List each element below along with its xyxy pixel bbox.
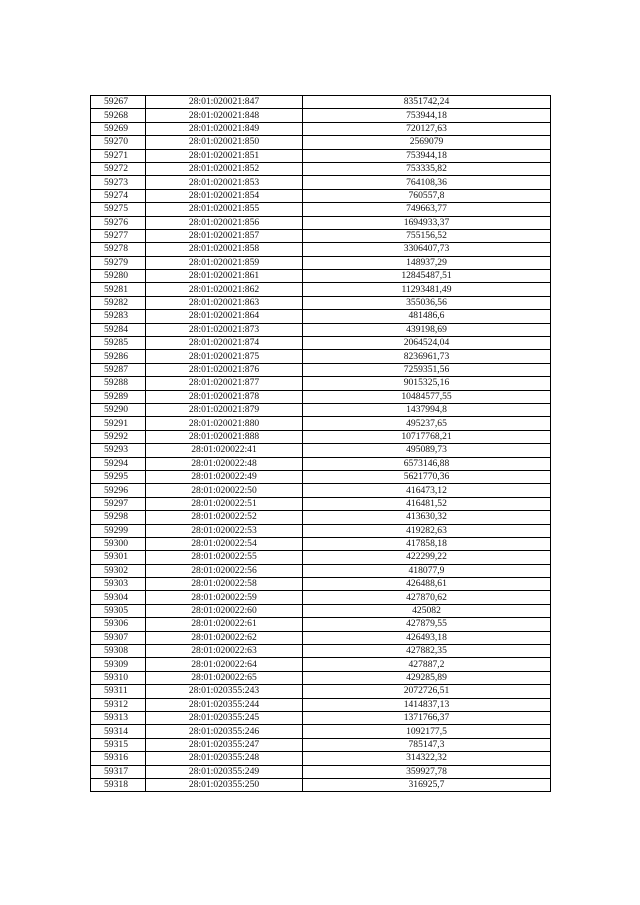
cadastral-number-cell: 28:01:020021:853 xyxy=(146,176,303,189)
table-row xyxy=(91,711,551,724)
cadastral-number-cell: 28:01:020021:856 xyxy=(146,216,303,229)
cadastral-number-cell: 28:01:020021:888 xyxy=(146,430,303,443)
cadastral-number-cell: 28:01:020021:847 xyxy=(146,96,303,109)
row-number-cell: 59304 xyxy=(91,591,146,604)
cadastral-value-cell: 12845487,51 xyxy=(303,270,551,283)
cadastral-value-cell: 11293481,49 xyxy=(303,283,551,296)
cadastral-value-cell: 2072726,51 xyxy=(303,685,551,698)
row-number-cell: 59288 xyxy=(91,377,146,390)
table-row xyxy=(91,511,551,524)
cadastral-value-cell: 764108,36 xyxy=(303,176,551,189)
row-number-cell: 59299 xyxy=(91,524,146,537)
table-row xyxy=(91,457,551,470)
cadastral-value-cell: 1694933,37 xyxy=(303,216,551,229)
table-row xyxy=(91,270,551,283)
cadastral-number-cell: 28:01:020021:855 xyxy=(146,203,303,216)
cadastral-number-cell: 28:01:020022:60 xyxy=(146,604,303,617)
table-row xyxy=(91,444,551,457)
table-row xyxy=(91,337,551,350)
row-number-cell: 59307 xyxy=(91,631,146,644)
row-number-cell: 59269 xyxy=(91,122,146,135)
cadastral-number-cell: 28:01:020021:858 xyxy=(146,243,303,256)
cadastral-value-table xyxy=(90,95,551,792)
cadastral-value-cell: 359927,78 xyxy=(303,765,551,778)
table-row xyxy=(91,149,551,162)
cadastral-value-cell: 1414837,13 xyxy=(303,698,551,711)
row-number-cell: 59302 xyxy=(91,564,146,577)
table-body xyxy=(91,96,551,792)
table-row xyxy=(91,350,551,363)
table-row xyxy=(91,578,551,591)
cadastral-number-cell: 28:01:020021:864 xyxy=(146,310,303,323)
row-number-cell: 59268 xyxy=(91,109,146,122)
table-row xyxy=(91,631,551,644)
table-row xyxy=(91,296,551,309)
cadastral-value-cell: 316925,7 xyxy=(303,778,551,791)
cadastral-number-cell: 28:01:020021:851 xyxy=(146,149,303,162)
cadastral-number-cell: 28:01:020021:876 xyxy=(146,363,303,376)
cadastral-number-cell: 28:01:020021:857 xyxy=(146,229,303,242)
table-row xyxy=(91,109,551,122)
table-row xyxy=(91,658,551,671)
cadastral-value-cell: 753335,82 xyxy=(303,162,551,175)
cadastral-value-cell: 355036,56 xyxy=(303,296,551,309)
cadastral-number-cell: 28:01:020355:243 xyxy=(146,685,303,698)
row-number-cell: 59285 xyxy=(91,337,146,350)
cadastral-number-cell: 28:01:020355:248 xyxy=(146,752,303,765)
cadastral-number-cell: 28:01:020022:41 xyxy=(146,444,303,457)
cadastral-number-cell: 28:01:020022:54 xyxy=(146,537,303,550)
row-number-cell: 59289 xyxy=(91,390,146,403)
row-number-cell: 59292 xyxy=(91,430,146,443)
row-number-cell: 59282 xyxy=(91,296,146,309)
cadastral-number-cell: 28:01:020021:873 xyxy=(146,323,303,336)
cadastral-number-cell: 28:01:020022:63 xyxy=(146,645,303,658)
cadastral-value-cell: 1092177,5 xyxy=(303,725,551,738)
table-row xyxy=(91,256,551,269)
cadastral-value-cell: 427879,55 xyxy=(303,618,551,631)
cadastral-number-cell: 28:01:020022:59 xyxy=(146,591,303,604)
cadastral-number-cell: 28:01:020022:53 xyxy=(146,524,303,537)
cadastral-number-cell: 28:01:020355:250 xyxy=(146,778,303,791)
table-row xyxy=(91,497,551,510)
table-row xyxy=(91,470,551,483)
row-number-cell: 59306 xyxy=(91,618,146,631)
row-number-cell: 59281 xyxy=(91,283,146,296)
cadastral-value-cell: 753944,18 xyxy=(303,149,551,162)
cadastral-value-cell: 439198,69 xyxy=(303,323,551,336)
row-number-cell: 59313 xyxy=(91,711,146,724)
cadastral-number-cell: 28:01:020355:247 xyxy=(146,738,303,751)
table-row xyxy=(91,551,551,564)
table-row xyxy=(91,363,551,376)
table-row xyxy=(91,136,551,149)
cadastral-value-cell: 417858,18 xyxy=(303,537,551,550)
cadastral-number-cell: 28:01:020021:875 xyxy=(146,350,303,363)
cadastral-number-cell: 28:01:020355:244 xyxy=(146,698,303,711)
row-number-cell: 59271 xyxy=(91,149,146,162)
cadastral-number-cell: 28:01:020022:48 xyxy=(146,457,303,470)
cadastral-number-cell: 28:01:020021:852 xyxy=(146,162,303,175)
cadastral-number-cell: 28:01:020021:862 xyxy=(146,283,303,296)
cadastral-number-cell: 28:01:020021:854 xyxy=(146,189,303,202)
table-row xyxy=(91,283,551,296)
table-row xyxy=(91,698,551,711)
cadastral-value-cell: 148937,29 xyxy=(303,256,551,269)
row-number-cell: 59293 xyxy=(91,444,146,457)
cadastral-value-cell: 416473,12 xyxy=(303,484,551,497)
cadastral-number-cell: 28:01:020022:58 xyxy=(146,578,303,591)
cadastral-number-cell: 28:01:020022:64 xyxy=(146,658,303,671)
cadastral-value-cell: 416481,52 xyxy=(303,497,551,510)
cadastral-value-cell: 427882,35 xyxy=(303,645,551,658)
table-row xyxy=(91,377,551,390)
row-number-cell: 59294 xyxy=(91,457,146,470)
table-row xyxy=(91,484,551,497)
cadastral-value-cell: 422299,22 xyxy=(303,551,551,564)
table-row xyxy=(91,216,551,229)
cadastral-value-cell: 755156,52 xyxy=(303,229,551,242)
table-row xyxy=(91,604,551,617)
row-number-cell: 59280 xyxy=(91,270,146,283)
row-number-cell: 59283 xyxy=(91,310,146,323)
row-number-cell: 59300 xyxy=(91,537,146,550)
cadastral-value-cell: 418077,9 xyxy=(303,564,551,577)
table-row xyxy=(91,537,551,550)
table-row xyxy=(91,122,551,135)
row-number-cell: 59273 xyxy=(91,176,146,189)
cadastral-value-cell: 1437994,8 xyxy=(303,403,551,416)
cadastral-number-cell: 28:01:020021:877 xyxy=(146,377,303,390)
cadastral-number-cell: 28:01:020021:874 xyxy=(146,337,303,350)
cadastral-value-cell: 427887,2 xyxy=(303,658,551,671)
row-number-cell: 59296 xyxy=(91,484,146,497)
row-number-cell: 59316 xyxy=(91,752,146,765)
cadastral-number-cell: 28:01:020022:65 xyxy=(146,671,303,684)
cadastral-number-cell: 28:01:020021:878 xyxy=(146,390,303,403)
row-number-cell: 59284 xyxy=(91,323,146,336)
cadastral-number-cell: 28:01:020022:51 xyxy=(146,497,303,510)
row-number-cell: 59286 xyxy=(91,350,146,363)
row-number-cell: 59267 xyxy=(91,96,146,109)
row-number-cell: 59274 xyxy=(91,189,146,202)
cadastral-number-cell: 28:01:020022:61 xyxy=(146,618,303,631)
cadastral-value-cell: 785147,3 xyxy=(303,738,551,751)
row-number-cell: 59314 xyxy=(91,725,146,738)
table-row xyxy=(91,618,551,631)
table-row xyxy=(91,176,551,189)
row-number-cell: 59301 xyxy=(91,551,146,564)
row-number-cell: 59305 xyxy=(91,604,146,617)
cadastral-value-cell: 8236961,73 xyxy=(303,350,551,363)
row-number-cell: 59287 xyxy=(91,363,146,376)
cadastral-value-cell: 6573146,88 xyxy=(303,457,551,470)
table-row xyxy=(91,323,551,336)
row-number-cell: 59279 xyxy=(91,256,146,269)
cadastral-number-cell: 28:01:020022:55 xyxy=(146,551,303,564)
row-number-cell: 59291 xyxy=(91,417,146,430)
cadastral-number-cell: 28:01:020021:848 xyxy=(146,109,303,122)
table-row xyxy=(91,671,551,684)
row-number-cell: 59311 xyxy=(91,685,146,698)
cadastral-value-cell: 419282,63 xyxy=(303,524,551,537)
table-row xyxy=(91,591,551,604)
row-number-cell: 59298 xyxy=(91,511,146,524)
cadastral-value-cell: 749663,77 xyxy=(303,203,551,216)
table-row xyxy=(91,403,551,416)
cadastral-value-cell: 8351742,24 xyxy=(303,96,551,109)
table-row xyxy=(91,243,551,256)
cadastral-value-cell: 760557,8 xyxy=(303,189,551,202)
cadastral-number-cell: 28:01:020021:849 xyxy=(146,122,303,135)
cadastral-value-cell: 2569079 xyxy=(303,136,551,149)
cadastral-value-cell: 7259351,56 xyxy=(303,363,551,376)
row-number-cell: 59312 xyxy=(91,698,146,711)
cadastral-value-cell: 753944,18 xyxy=(303,109,551,122)
table-row xyxy=(91,685,551,698)
table-row xyxy=(91,645,551,658)
cadastral-number-cell: 28:01:020021:879 xyxy=(146,403,303,416)
cadastral-number-cell: 28:01:020022:50 xyxy=(146,484,303,497)
table-row xyxy=(91,765,551,778)
cadastral-value-cell: 10717768,21 xyxy=(303,430,551,443)
table-row xyxy=(91,738,551,751)
cadastral-number-cell: 28:01:020022:52 xyxy=(146,511,303,524)
table-row xyxy=(91,229,551,242)
cadastral-value-cell: 429285,89 xyxy=(303,671,551,684)
cadastral-value-cell: 495089,73 xyxy=(303,444,551,457)
row-number-cell: 59275 xyxy=(91,203,146,216)
row-number-cell: 59317 xyxy=(91,765,146,778)
table-row xyxy=(91,564,551,577)
row-number-cell: 59276 xyxy=(91,216,146,229)
table-row xyxy=(91,203,551,216)
cadastral-number-cell: 28:01:020022:56 xyxy=(146,564,303,577)
cadastral-value-cell: 425082 xyxy=(303,604,551,617)
table-row xyxy=(91,310,551,323)
cadastral-value-cell: 495237,65 xyxy=(303,417,551,430)
cadastral-value-cell: 426493,18 xyxy=(303,631,551,644)
cadastral-value-cell: 9015325,16 xyxy=(303,377,551,390)
table-row xyxy=(91,524,551,537)
row-number-cell: 59308 xyxy=(91,645,146,658)
cadastral-number-cell: 28:01:020355:249 xyxy=(146,765,303,778)
cadastral-value-cell: 481486,6 xyxy=(303,310,551,323)
cadastral-number-cell: 28:01:020355:246 xyxy=(146,725,303,738)
row-number-cell: 59309 xyxy=(91,658,146,671)
row-number-cell: 59277 xyxy=(91,229,146,242)
table-row xyxy=(91,430,551,443)
cadastral-value-cell: 427870,62 xyxy=(303,591,551,604)
row-number-cell: 59272 xyxy=(91,162,146,175)
cadastral-value-cell: 3306407,73 xyxy=(303,243,551,256)
cadastral-number-cell: 28:01:020021:863 xyxy=(146,296,303,309)
table-row xyxy=(91,162,551,175)
cadastral-value-cell: 314322,32 xyxy=(303,752,551,765)
row-number-cell: 59315 xyxy=(91,738,146,751)
row-number-cell: 59310 xyxy=(91,671,146,684)
row-number-cell: 59303 xyxy=(91,578,146,591)
table-row xyxy=(91,189,551,202)
row-number-cell: 59295 xyxy=(91,470,146,483)
cadastral-number-cell: 28:01:020021:850 xyxy=(146,136,303,149)
row-number-cell: 59318 xyxy=(91,778,146,791)
table-row xyxy=(91,96,551,109)
cadastral-number-cell: 28:01:020021:861 xyxy=(146,270,303,283)
cadastral-value-cell: 5621770,36 xyxy=(303,470,551,483)
row-number-cell: 59270 xyxy=(91,136,146,149)
cadastral-value-cell: 10484577,55 xyxy=(303,390,551,403)
table-row xyxy=(91,417,551,430)
cadastral-value-cell: 1371766,37 xyxy=(303,711,551,724)
cadastral-value-cell: 426488,61 xyxy=(303,578,551,591)
cadastral-number-cell: 28:01:020021:880 xyxy=(146,417,303,430)
table-row xyxy=(91,390,551,403)
table-row xyxy=(91,725,551,738)
row-number-cell: 59290 xyxy=(91,403,146,416)
cadastral-number-cell: 28:01:020021:859 xyxy=(146,256,303,269)
table-row xyxy=(91,778,551,791)
cadastral-value-cell: 2064524,04 xyxy=(303,337,551,350)
row-number-cell: 59297 xyxy=(91,497,146,510)
cadastral-number-cell: 28:01:020022:49 xyxy=(146,470,303,483)
row-number-cell: 59278 xyxy=(91,243,146,256)
cadastral-value-cell: 413630,32 xyxy=(303,511,551,524)
cadastral-number-cell: 28:01:020022:62 xyxy=(146,631,303,644)
cadastral-number-cell: 28:01:020355:245 xyxy=(146,711,303,724)
cadastral-value-cell: 720127,63 xyxy=(303,122,551,135)
table-row xyxy=(91,752,551,765)
